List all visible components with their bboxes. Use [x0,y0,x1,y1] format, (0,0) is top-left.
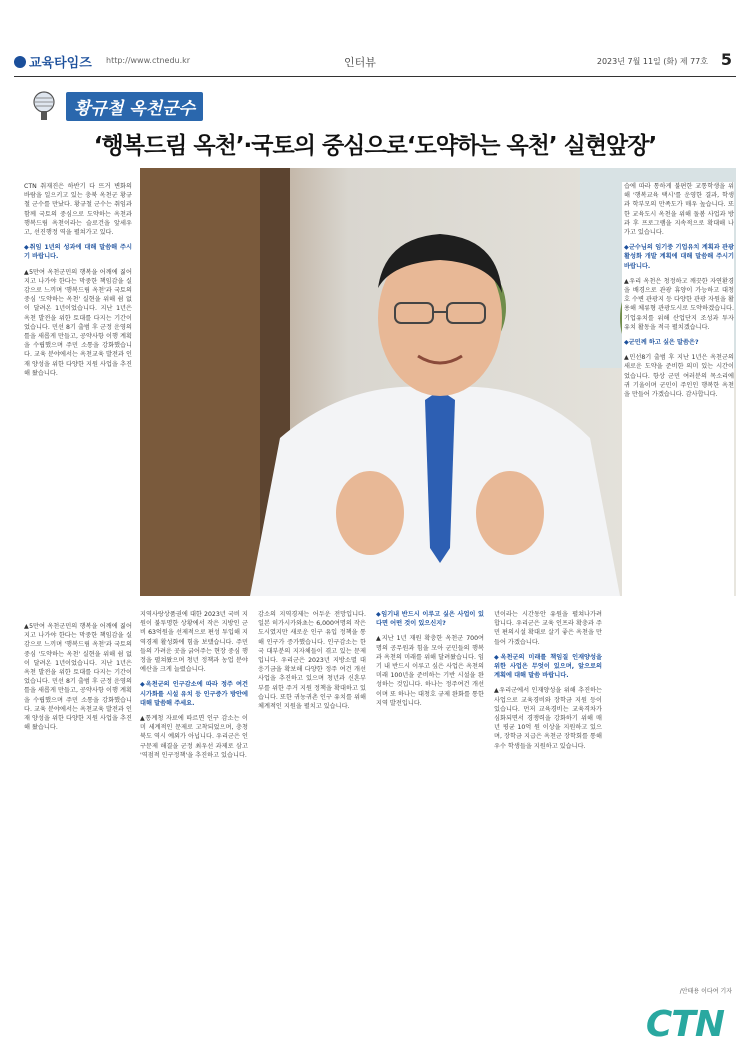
question-5: ◆군수님의 임기중 기업유치 계획과 관광 활성화 개발 계획에 대해 말씀해 주시기 바랍니다. [624,244,734,270]
answer-5: ▲우리 옥천은 청정하고 깨끗한 자연환경을 배경으로 관광 휴양이 가능하고 대청호 수변 관광지 등 다양한 관광 자원을 활용해 체류형 관광도시로 도약하겠습니다. 기업유치를 위해 산업단지 조성과 투자 유치 활동을 적극 펼치겠습니다. [624,277,734,331]
answer-4-continued: 습에 따라 통하게 불편한 교통학생을 위해 '행복교육 택시'를 운영한 결과, 학생과 학부모의 만족도가 매우 높습니다. 또한 교육도시 옥천을 위해 돌봄 사업과 방과 후 프로그램을 지속적으로 확대해 나가고 있습니다. [624,183,734,237]
byline: /안태용 이다여 기자 [679,988,732,995]
article-column-4 [376,610,484,980]
article-column-1b [24,622,132,982]
answer-1-continued: ▲5만여 옥천군민의 행복을 어깨에 짊어지고 나가야 한다는 막중한 책임감을 실감으로 느끼며 '행복드림 옥천'과 국토의 중심 '도약하는 옥천' 실현을 위해 쉼 없이 달려온 1년이었습니다. 지난 1년은 옥천 발전을 위한 토대를 다지는 기간이었습니다. 민선 8기 출범 후 군정 운영의 틀을 새롭게 만들고, 공약사항 이행 계획을 수립했으며 주민 소통을 강화했습니다. 교육 분야에서는 옥천교육 발전과 인재 양성을 위한 다양한 지원 사업을 추진해 왔습니다. [24,623,132,732]
answer-6: ▲민선8기 출범 후 지난 1년은 옥천군의 새로운 도약을 준비한 의미 있는 시간이었습니다. 항상 군민 여러분의 목소리에 귀 기울이며 군민이 주인인 행복한 옥천을 만들어 가겠습니다. 감사합니다. [624,354,734,399]
section-name: 인터뷰 [344,56,376,69]
article-column-6 [622,182,734,982]
page-number: 5 [720,50,732,69]
article-column-2 [140,610,248,980]
answer-2-continued: 감소의 지역경제는 어두운 전망입니다. 일본 히가시카와쵸는 6,000여명의 작은 도시였지만 새로운 인구 유입 정책을 통해 인구가 증가했습니다. 인구감소는 한국 대부분의 지자체들이 겪고 있는 문제입니다. 우리군은 2023년 지방소멸 대응기금을 확보해 다양한 정주 여건 개선 사업을 추진하고 있으며 청년과 신혼부부를 위한 주거 지원 정책을 확대하고 있습니다. 또한 귀농귀촌 인구 유치를 위해 체계적인 지원을 펼치고 있습니다. [258,611,366,711]
logo-text: 교육타임즈 [29,56,92,71]
answer-4: ▲우리군에서 인재양성을 위해 추진하는 사업으로 교육경비와 장학금 지원 등이 있습니다. 먼저 교육경비는 교육격차가 심화되면서 경쟁력을 강화하기 위해 매년 평균 10억 원 이상을 지원하고 있으며, 장학금 지급은 옥천군 장학회를 통해 우수 학생들을 지원하고 있습니다. [494,687,602,750]
answer-2: ▲통계청 자료에 따르면 인구 감소는 이미 세계적인 문제로 고착되었으며, 충청북도 역시 예외가 아닙니다. 우리군은 인구문제 해결을 군정 최우선 과제로 삼고 '역점적 인구정책'을 추진하고 있습니다. [140,715,248,759]
newspaper-logo [14,52,92,71]
answer-1-part-2: 지역사랑상품권에 대한 2023년 국비 지원이 불투명한 상황에서 작은 지방인 군비 63억원을 선제적으로 편성 투입해 지역경제 활성화에 힘을 보탰습니다. 주민들의 가려운 곳을 긁어주는 현장 중심 행정을 펼쳐왔으며 청년 정책과 농업 분야 예산을 크게 늘렸습니다. [140,611,248,674]
article-column-5 [494,610,602,980]
page-header [14,48,736,77]
question-6: ◆군민께 하고 싶은 말씀은? [624,339,699,347]
article-column-3 [258,610,366,980]
microphone-icon [30,90,70,122]
site-url[interactable]: http://www.ctnedu.kr [106,56,191,65]
logo-icon [14,56,26,68]
issue-date: 2023년 7월 11일 (화) 제 77호 [596,57,708,66]
answer-1: ▲5만여 옥천군민의 행복을 어깨에 짊어지고 나가야 한다는 막중한 책임감을 실감으로 느끼며 '행복드림 옥천'과 국토의 중심 '도약하는 옥천' 실현을 위해 쉼 없이 달려온 1년이었습니다. 지난 1년은 옥천 발전을 위한 토대를 다지는 기간이었습니다. 민선 8기 출범 후 군정 운영의 틀을 새롭게 만들고, 공약사항 이행 계획을 수립했으며 주민 소통을 강화했습니다. 교육 분야에서는 옥천교육 발전과 인재 양성을 위한 다양한 지원 사업을 추진해 왔습니다. [24,268,132,377]
footer-logo: CTN [645,1004,724,1045]
question-4: ◆옥천군의 미래를 책임질 인재양성을 위한 사업은 무엇이 있으며, 앞으로의 계획에 대해 말씀 바랍니다. [494,653,602,680]
answer-3-continued: 년이라는 시간동안 유원을 펼쳐나가려 합니다. 우리군은 교육 인프라 확충과 주민 편의시설 확대로 살기 좋은 옥천을 만들어 가겠습니다. [494,611,602,646]
interviewee-name: 황규철 옥천군수 [66,92,203,121]
intro-paragraph: CTN 취재진은 하반기 다 뜨거 변화의 바람을 일으키고 있는 충북 옥천군 황규철 군수를 만났다. 황규철 군수는 취임과 함께 국토의 중심으로 도약하는 옥천과 행복드림 옥천이라는 슬로건을 앞세우고, 선진행정 역을 펼쳐가고 있다. [24,183,132,237]
headline: ‘행복드림 옥천’·국토의 중심으로‘도약하는 옥천’ 실현앞장’ [93,133,657,159]
article-column-1 [24,182,132,622]
answer-3: ▲지난 1년 재원 확충한 옥천군 700여명의 공무원과 힘을 모아 군민들의 행복과 옥천의 미래를 위해 달려왔습니다. 임기 내 반드시 이루고 싶은 사업은 옥천의 미래 100년을 준비하는 기반 시설을 완성하는 것입니다. 하나는 정주여건 개선이며 또 하나는 대청호 규제 완화를 통한 지역 발전입니다. [376,635,484,707]
question-2: ◆옥천군의 인구감소에 따라 정주 여건 시가화를 시설 유치 등 인구증가 방안에 대해 말씀해 주세요. [140,681,248,707]
question-1: ◆취임 1년의 성과에 대해 말씀해 주시기 바랍니다. [24,244,132,261]
question-3: ◆임기내 반드시 이루고 싶은 사업이 있다면 어떤 것이 있으신지? [376,611,484,628]
